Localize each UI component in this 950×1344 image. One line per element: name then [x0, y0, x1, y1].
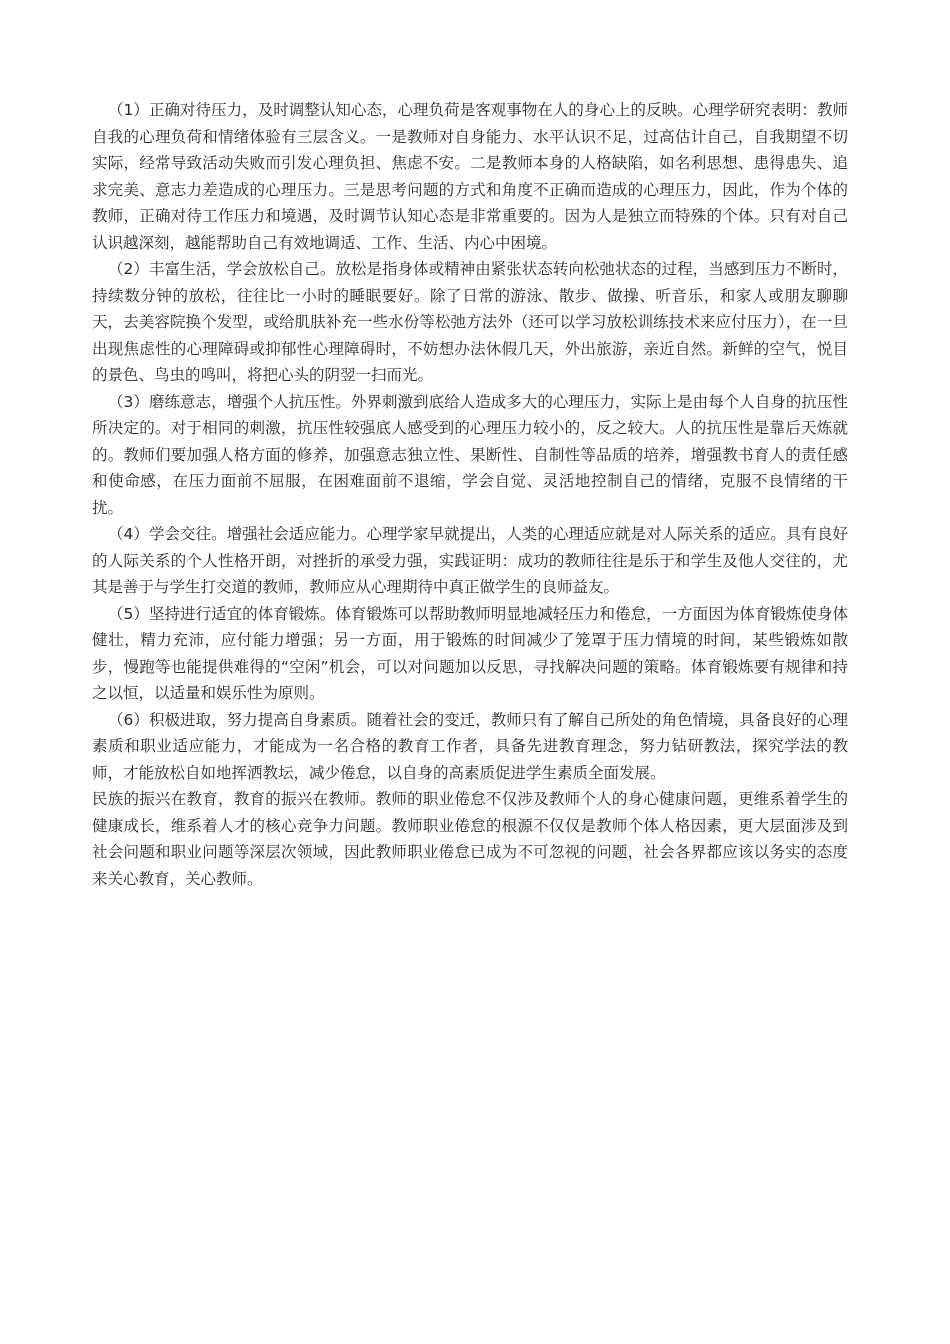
document-body: [92, 97, 848, 892]
paragraph-conclusion: 民族的振兴在教育，教育的振兴在教师。教师的职业倦怠不仅涉及教师个人的身心健康问题，更维系着学生的健康成长，维系着人才的核心竞争力问题。教师职业倦怠的根源不仅仅是教师个体人格因素，更大层面涉及到社会问题和职业问题等深层次领域，因此教师职业倦怠已成为不可忽视的问题，社会各界都应该以务实的态度来关心教育，关心教师。: [92, 790, 848, 888]
paragraph-2: （2）丰富生活，学会放松自己。放松是指身体或精神由紧张状态转向松弛状态的过程，当感到压力不断时，持续数分钟的放松，往往比一小时的睡眠要好。除了日常的游泳、散步、做操、听音乐，和家人或朋友聊聊天，去美容院换个发型，或给肌肤补充一些水份等松弛方法外（还可以学习放松训练技术来应付压力），在一旦出现焦虑性的心理障碍或抑郁性心理障碍时，不妨想办法休假几天，外出旅游，亲近自然。新鲜的空气，悦目的景色、鸟虫的鸣叫，将把心头的阴翌一扫而光。: [92, 260, 848, 384]
paragraph-3: （3）磨练意志，增强个人抗压性。外界刺激到底给人造成多大的心理压力，实际上是由每个人自身的抗压性所决定的。对于相同的刺激，抗压性较强底人感受到的心理压力较小的，反之较大。人的抗压性是靠后天炼就的。教师们要加强人格方面的修养，加强意志独立性、果断性、自制性等品质的培养，增强教书育人的责任感和使命感，在压力面前不屈服，在困难面前不退缩，学会自觉、灵活地控制自己的情绪，克服不良情绪的干扰。: [92, 392, 848, 517]
paragraph-1: （1）正确对待压力，及时调整认知心态，心理负荷是客观事物在人的身心上的反映。心理学研究表明：教师自我的心理负荷和情绪体验有三层含义。一是教师对自身能力、水平认识不足，过高估计自己，自我期望不切实际，经常导致活动失败而引发心理负担、焦虑不安。二是教师本身的人格缺陷，如名利思想、患得患失、追求完美、意志力差造成的心理压力。三是思考问题的方式和角度不正确而造成的心理压力，因此，作为个体的教师，正确对待工作压力和境遇，及时调节认知心态是非常重要的。因为人是独立而特殊的个体。只有对自己认识越深刻，越能帮助自己有效地调适、工作、生活、内心中困境。: [92, 101, 848, 252]
paragraph-4: （4）学会交往。增强社会适应能力。心理学家早就提出，人类的心理适应就是对人际关系的适应。具有良好的人际关系的个人性格开朗，对挫折的承受力强，实践证明：成功的教师往往是乐于和学生及他人交往的，尤其是善于与学生打交道的教师，教师应从心理期待中真正做学生的良师益友。: [92, 525, 848, 596]
paragraph-6: （6）积极进取，努力提高自身素质。随着社会的变迁，教师只有了解自己所处的角色情境，具备良好的心理素质和职业适应能力，才能成为一名合格的教育工作者，具备先进教育理念，努力钻研教法，探究学法的教师，才能放松自如地挥洒教坛，减少倦怠，以自身的高素质促进学生素质全面发展。: [92, 710, 848, 782]
paragraph-5: （5）坚持进行适宜的体育锻炼。体育锻炼可以帮助教师明显地减轻压力和倦怠，一方面因为体育锻炼使身体健壮，精力充沛，应付能力增强；另一方面，用于锻炼的时间减少了笼罩于压力情境的时间，某些锻炼如散步，慢跑等也能提供难得的“空闲”机会，可以对问题加以反思，寻找解决问题的策略。体育锻炼要有规律和持之以恒，以适量和娱乐性为原则。: [92, 604, 848, 702]
